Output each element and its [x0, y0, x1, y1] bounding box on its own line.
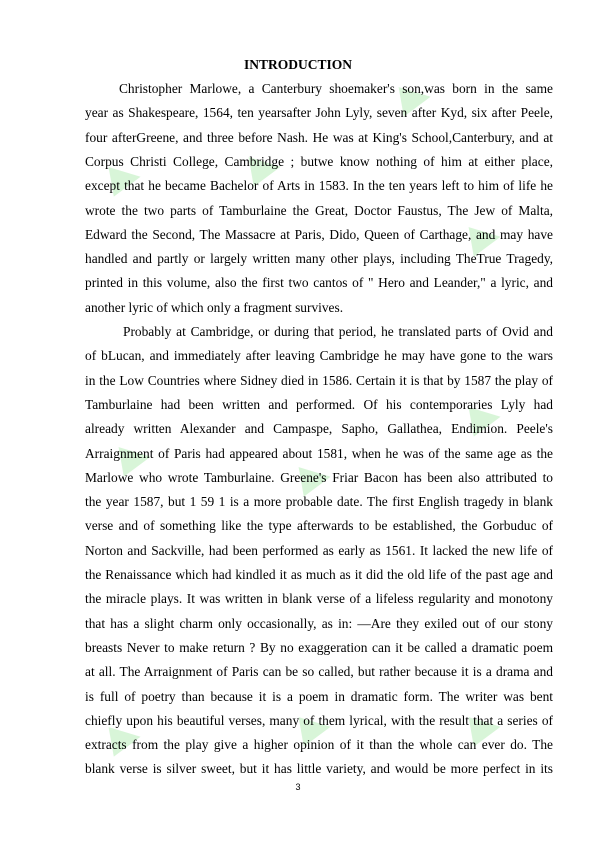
text-line: Marlowe who wrote Tamburlaine. Greene's Friar Bacon has been also attributed to — [85, 469, 553, 485]
text-line: that has a slight charm only occasionally, as in: —Are they exiled out of our stony — [85, 615, 553, 631]
page-title: INTRODUCTION — [243, 57, 352, 72]
text-line: verse and of something like the type afterwards to be established, the Gorbuduc of — [85, 518, 553, 534]
text-line: Christopher Marlowe, a Canterbury shoemaker's son,was born in the same — [119, 81, 553, 96]
page-number: 3 — [295, 782, 301, 792]
text-line: extracts from the play give a higher opinion of it than the whole can ever do. The — [85, 737, 553, 753]
watermark-glyph: ▸ — [104, 697, 146, 773]
text-line: Norton and Sackville, had been performed as early as 1561. It lacked the new life of — [85, 542, 553, 558]
watermark-glyph: ▸ — [104, 137, 146, 213]
watermark-glyph: ▸ — [464, 687, 506, 763]
text-line: handled and partly or largely written many other plays, including TheTrue Tragedy, — [85, 251, 553, 267]
text-line: blank verse is silver sweet, but it has little variety, and would be more perfect in its — [85, 761, 553, 777]
text-line: in the Low Countries where Sidney died in 1586. Certain it is that by 1587 the play of — [85, 372, 553, 388]
text-line: Corpus Christi College, Cambridge ; butwe know nothing of him at either place, — [85, 153, 553, 169]
text-line: at all. The Arraignment of Paris can be so called, but rather because it is a drama and — [85, 664, 553, 680]
text-line: chiefly upon his beautiful verses, many of them lyrical, with the result that a series of — [85, 712, 553, 728]
text-line: another lyric of which only a fragment survives. — [85, 299, 344, 315]
text-line: Edward the Second, The Massacre at Paris, Dido, Queen of Carthage, and may have — [85, 226, 553, 242]
watermark-glyph: ▸ — [114, 417, 156, 493]
text-line: printed in this volume, also the first two cantos of " Hero and Leander," a lyric, and — [85, 275, 553, 291]
watermark-glyph: ▸ — [394, 57, 436, 133]
text-line: is full of poetry than because it is a poem in dramatic form. The writer was bent — [85, 688, 553, 704]
watermark-glyph: ▸ — [244, 127, 286, 203]
text-line: year as Shakespeare, 1564, ten yearsafter John Lyly, seven after Kyd, six after Peele, — [85, 105, 553, 121]
text-line: except that he became Bachelor of Arts in 1583. In the ten years left to him of life he — [85, 178, 553, 194]
text-line: the year 1587, but 1 59 1 is a more probable date. The first English tragedy in blank — [85, 494, 553, 510]
text-line: the miracle plays. It was written in blank verse of a lifeless regularity and monotony — [85, 591, 553, 607]
text-line: four afterGreene, and three before Nash. He was at King's School,Canterbury, and at — [85, 129, 553, 145]
watermark-glyph: ▸ — [464, 377, 506, 453]
watermark-glyph: ▸ — [464, 197, 506, 273]
text-line: breasts Never to make return ? By no exaggeration can it be called a dramatic poem — [85, 639, 553, 655]
text-line: Arraignment of Paris had appeared about 1581, when he was of the same age as the — [85, 445, 553, 461]
watermark-glyph: ▸ — [294, 437, 336, 513]
text-line: of bLucan, and immediately after leaving Cambridge he may have gone to the wars — [85, 348, 553, 364]
text-line: Tamburlaine had been written and performed. Of his contemporaries Lyly had — [85, 396, 553, 412]
text-line: already written Alexander and Campaspe, Sapho, Gallathea, Endimion. Peele's — [85, 421, 553, 437]
text-line: wrote the two parts of Tamburlaine the Great, Doctor Faustus, The Jew of Malta, — [85, 202, 553, 218]
watermark-glyph: ▸ — [294, 687, 336, 763]
text-line: the Renaissance which had kindled it as much as it did the old life of the past age and — [85, 567, 553, 582]
text-line: Probably at Cambridge, or during that period, he translated parts of Ovid and — [123, 324, 553, 339]
